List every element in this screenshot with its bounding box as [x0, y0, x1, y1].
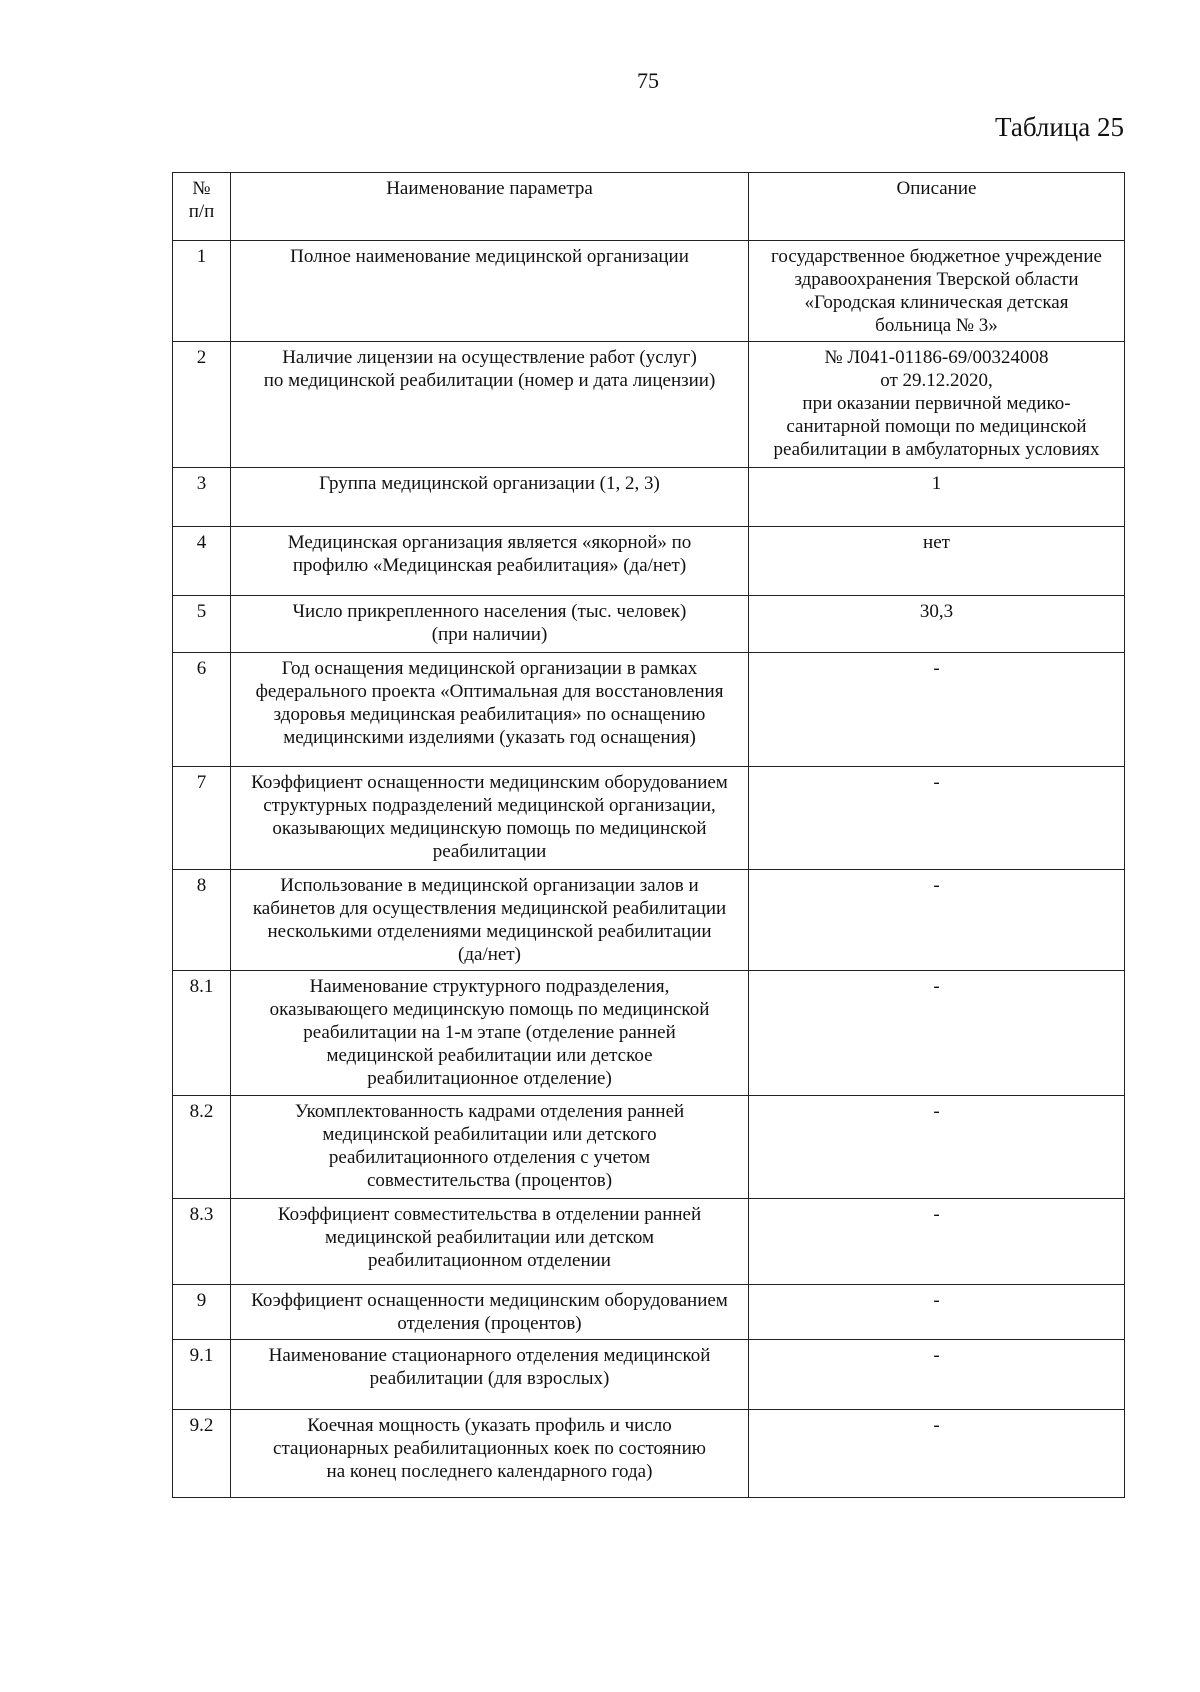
page-number: 75	[637, 68, 659, 93]
parameter-description: № Л041-01186-69/00324008 от 29.12.2020, при оказании первичной медико- санитарной помощи по медицинской реабилитации в амбулаторных условиях	[773, 347, 1100, 460]
parameter-description-cell	[749, 241, 1125, 342]
header-num: № п/п	[173, 173, 231, 241]
table-row	[173, 1096, 1125, 1199]
parameter-description-cell	[749, 767, 1125, 870]
parameter-name: Коэффициент совместительства в отделении ранней медицинской реабилитации или детском реабилитационном отделении	[277, 1204, 702, 1271]
table-row	[173, 468, 1125, 527]
table-row	[173, 767, 1125, 870]
row-number: 9.2	[189, 1415, 214, 1436]
parameter-description-cell	[749, 870, 1125, 971]
parameter-name: Полное наименование медицинской организации	[290, 246, 689, 267]
table-row	[173, 527, 1125, 596]
parameter-name: Наличие лицензии на осуществление работ (услуг) по медицинской реабилитации (номер и дата лицензии)	[263, 347, 716, 391]
parameter-description-cell	[749, 527, 1125, 596]
parameter-name-cell	[231, 1410, 749, 1498]
parameter-description-cell	[749, 468, 1125, 527]
row-number: 2	[196, 347, 207, 368]
row-number-cell	[173, 342, 231, 468]
table-row	[173, 1199, 1125, 1285]
parameter-description-cell	[749, 1410, 1125, 1498]
parameter-description: -	[933, 1415, 940, 1436]
row-number-cell	[173, 1285, 231, 1340]
table-row	[173, 653, 1125, 767]
row-number-cell	[173, 241, 231, 342]
table-row	[173, 342, 1125, 468]
parameter-name-cell	[231, 241, 749, 342]
parameter-description: -	[933, 658, 940, 679]
table-row	[173, 241, 1125, 342]
parameter-description: государственное бюджетное учреждение здравоохранения Тверской области «Городская клиническая детская больница № 3»	[771, 246, 1102, 336]
row-number-cell	[173, 1199, 231, 1285]
row-number: 5	[196, 601, 207, 622]
table-title: Таблица 25	[995, 112, 1124, 142]
row-number: 8.2	[189, 1101, 214, 1122]
row-number-cell	[173, 1340, 231, 1410]
row-number-cell	[173, 1410, 231, 1498]
parameter-name: Группа медицинской организации (1, 2, 3)	[319, 473, 660, 494]
table-row	[173, 1340, 1125, 1410]
row-number-cell	[173, 1096, 231, 1199]
parameter-name: Наименование структурного подразделения, оказывающего медицинскую помощь по медицинской реабилитации на 1-м этапе (отделение ранней медицинской реабилитации или детское реабилитационное отделение)	[269, 976, 710, 1089]
row-number-cell	[173, 468, 231, 527]
parameter-name-cell	[231, 342, 749, 468]
parameter-description-cell	[749, 1096, 1125, 1199]
row-number-cell	[173, 596, 231, 653]
header-name: Наименование параметра	[231, 173, 749, 241]
row-number: 4	[196, 532, 207, 553]
parameter-description: нет	[923, 532, 950, 553]
parameter-description-cell	[749, 1340, 1125, 1410]
parameter-name-cell	[231, 468, 749, 527]
parameter-description: -	[933, 875, 940, 896]
parameter-name: Укомплектованность кадрами отделения ранней медицинской реабилитации или детского реабилитационного отделения с учетом совместительства (процентов)	[294, 1101, 685, 1191]
parameter-description: -	[933, 1345, 940, 1366]
parameter-name-cell	[231, 870, 749, 971]
parameter-name: Число прикрепленного населения (тыс. человек) (при наличии)	[292, 601, 687, 645]
table-header-row	[173, 173, 1125, 241]
parameter-name-cell	[231, 596, 749, 653]
parameter-name: Использование в медицинской организации залов и кабинетов для осуществления медицинской реабилитации несколькими отделениями медицинской реабилитации (да/нет)	[252, 875, 727, 965]
parameter-description: -	[933, 1204, 940, 1225]
parameter-description-cell	[749, 1199, 1125, 1285]
parameter-description: -	[933, 1101, 940, 1122]
row-number: 8	[196, 875, 207, 896]
parameter-name: Наименование стационарного отделения медицинской реабилитации (для взрослых)	[268, 1345, 711, 1389]
row-number-cell	[173, 527, 231, 596]
row-number: 3	[196, 473, 207, 494]
parameter-description-cell	[749, 653, 1125, 767]
parameter-description: -	[933, 976, 940, 997]
header-desc: Описание	[749, 173, 1125, 241]
row-number: 9.1	[189, 1345, 214, 1366]
row-number: 8.1	[189, 976, 214, 997]
parameter-name: Коечная мощность (указать профиль и число стационарных реабилитационных коек по состоянию на конец последнего календарного года)	[273, 1415, 706, 1482]
table-row	[173, 596, 1125, 653]
parameter-name-cell	[231, 527, 749, 596]
parameter-name-cell	[231, 1096, 749, 1199]
table-body	[173, 241, 1125, 1498]
row-number: 9	[196, 1290, 207, 1311]
row-number: 8.3	[189, 1204, 214, 1225]
parameter-description-cell	[749, 1285, 1125, 1340]
parameter-description-cell	[749, 342, 1125, 468]
parameter-name: Год оснащения медицинской организации в рамках федерального проекта «Оптимальная для восстановления здоровья медицинская реабилитация» по оснащению медицинскими изделиями (указать год оснащения)	[255, 658, 724, 748]
row-number-cell	[173, 971, 231, 1096]
parameter-description: 30,3	[919, 601, 954, 622]
parameters-table	[172, 172, 1125, 1498]
row-number: 6	[196, 658, 207, 679]
parameter-description: 1	[931, 473, 942, 494]
parameter-name-cell	[231, 971, 749, 1096]
row-number-cell	[173, 653, 231, 767]
parameter-name-cell	[231, 653, 749, 767]
parameter-description: -	[933, 772, 940, 793]
parameter-name-cell	[231, 1285, 749, 1340]
parameter-description-cell	[749, 596, 1125, 653]
table-row	[173, 1285, 1125, 1340]
parameter-name: Медицинская организация является «якорной» по профилю «Медицинская реабилитация» (да/нет)	[287, 532, 692, 576]
parameter-name: Коэффициент оснащенности медицинским оборудованием отделения (процентов)	[251, 1290, 728, 1334]
table-row	[173, 870, 1125, 971]
table-row	[173, 1410, 1125, 1498]
parameter-name: Коэффициент оснащенности медицинским оборудованием структурных подразделений медицинской организации, оказывающих медицинскую помощь по медицинской реабилитации	[251, 772, 728, 862]
row-number-cell	[173, 870, 231, 971]
row-number: 1	[196, 246, 207, 267]
row-number: 7	[196, 772, 207, 793]
parameter-name-cell	[231, 767, 749, 870]
parameter-description-cell	[749, 971, 1125, 1096]
table-row	[173, 971, 1125, 1096]
parameter-name-cell	[231, 1340, 749, 1410]
parameter-description: -	[933, 1290, 940, 1311]
parameter-name-cell	[231, 1199, 749, 1285]
row-number-cell	[173, 767, 231, 870]
